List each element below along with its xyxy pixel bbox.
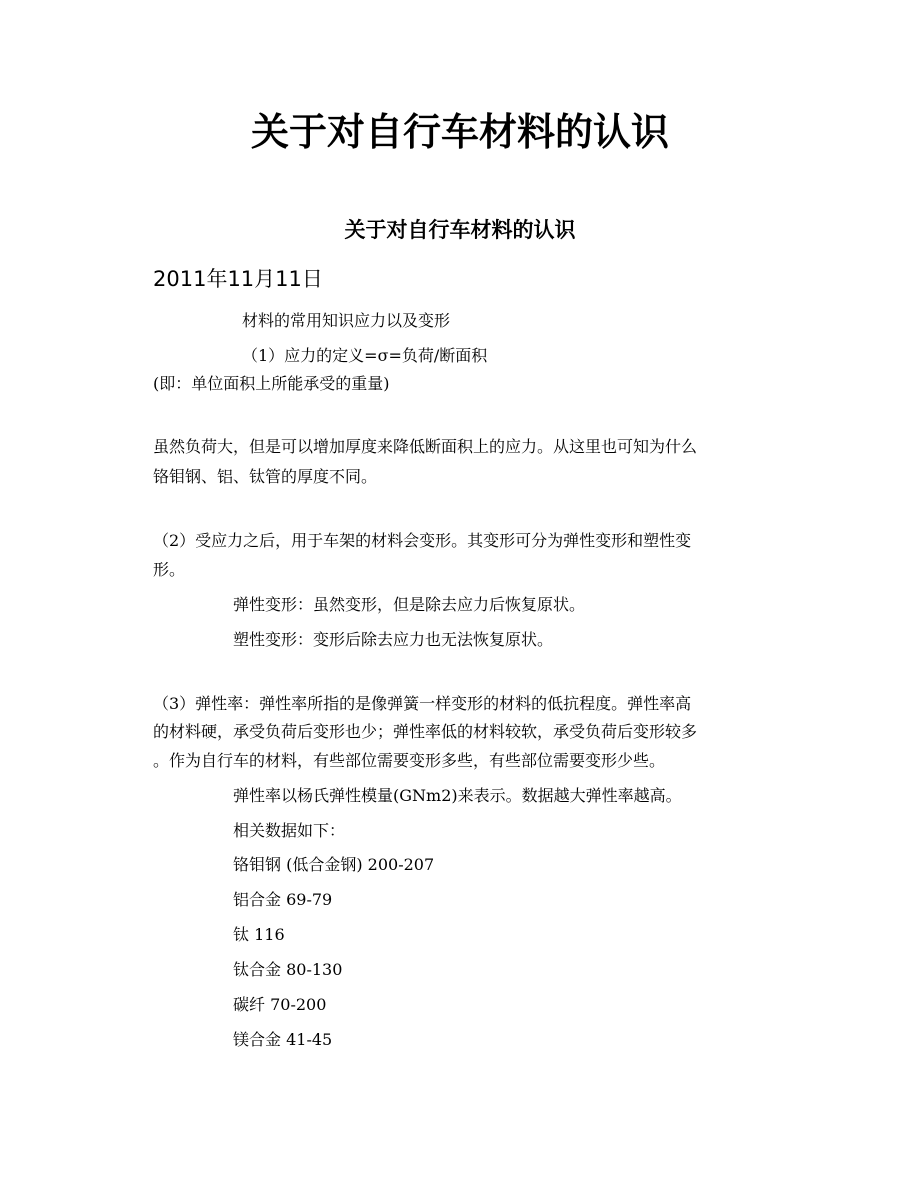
document-date: 2011年11月11日 — [153, 267, 323, 291]
elastic-deformation: 弹性变形：虽然变形，但是除去应力后恢复原状。 — [233, 595, 586, 614]
modulus-note: 弹性率以杨氏弹性模量(GNm2)来表示。数据越大弹性率越高。 — [233, 786, 682, 805]
document-subtitle: 关于对自行车材料的认识 — [344, 218, 576, 242]
material-item: 铬钼钢 (低合金钢) 200-207 — [233, 855, 435, 874]
stress-note: (即：单位面积上所能承受的重量) — [153, 374, 390, 393]
material-item: 钛合金 80-130 — [233, 960, 343, 979]
material-item: 铝合金 69-79 — [233, 890, 333, 909]
section-heading: 材料的常用知识应力以及变形 — [242, 311, 451, 330]
paragraph-3-line-3: 。作为自行车的材料，有些部位需要变形多些，有些部位需要变形少些。 — [153, 751, 666, 770]
paragraph-3-line-1: （3）弹性率：弹性率所指的是像弹簧一样变形的材料的低抗程度。弹性率高 — [153, 694, 692, 713]
material-item: 镁合金 41-45 — [233, 1030, 333, 1049]
data-intro: 相关数据如下： — [233, 821, 346, 840]
material-item: 钛 116 — [233, 925, 285, 944]
plastic-deformation: 塑性变形：变形后除去应力也无法恢复原状。 — [233, 630, 554, 649]
paragraph-1-line-1: 虽然负荷大，但是可以增加厚度来降低断面积上的应力。从这里也可知为什么 — [153, 437, 698, 456]
paragraph-3-line-2: 的材料硬，承受负荷后变形也少；弹性率低的材料较软，承受负荷后变形较多 — [153, 722, 698, 741]
paragraph-2-line-2: 形。 — [153, 560, 186, 579]
paragraph-2-line-1: （2）受应力之后，用于车架的材料会变形。其变形可分为弹性变形和塑性变 — [153, 531, 692, 550]
paragraph-1-line-2: 铬钼钢、铝、钛管的厚度不同。 — [153, 467, 378, 486]
stress-definition: （1）应力的定义=σ=负荷/断面积 — [242, 346, 488, 365]
material-item: 碳纤 70-200 — [233, 995, 327, 1014]
document-title: 关于对自行车材料的认识 — [250, 109, 669, 154]
